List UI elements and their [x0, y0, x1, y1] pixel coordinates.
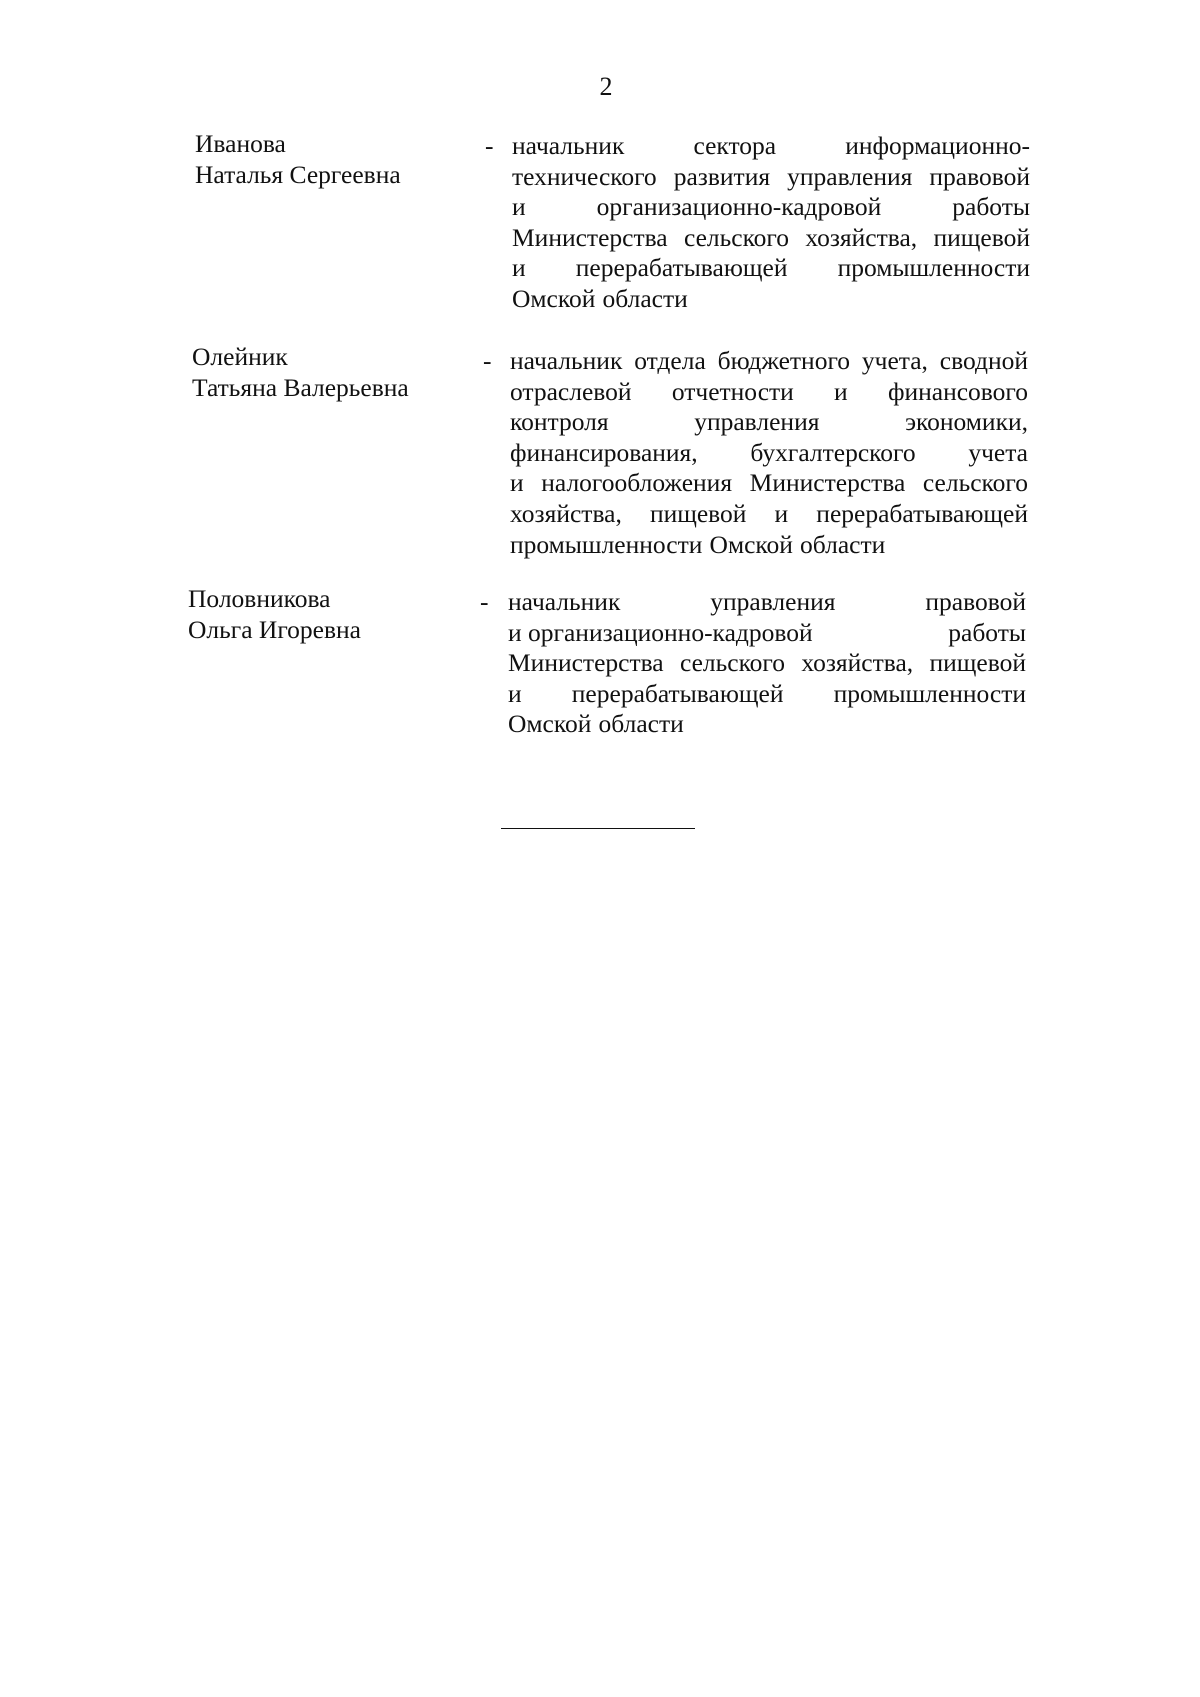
description-word: сводной: [939, 346, 1028, 375]
description-line: [510, 407, 1028, 438]
description-word: Министерства: [508, 648, 664, 678]
description-word: сельского: [679, 648, 785, 678]
description-word: Министерства: [749, 468, 906, 498]
description-word: и: [508, 678, 522, 708]
closing-rule: [501, 828, 695, 829]
description-word: пищевой: [649, 498, 747, 528]
description-word: области: [800, 529, 886, 559]
description-word: и: [834, 376, 848, 406]
description-word: финансового: [887, 376, 1028, 406]
description-word: области: [602, 283, 688, 313]
entry-dash: -: [480, 587, 489, 616]
description-word: сельского: [683, 222, 789, 252]
description-word: учета: [968, 437, 1028, 467]
person-given-names: Наталья Сергеевна: [195, 160, 401, 189]
description-line: [508, 679, 1026, 710]
description-word: перерабатывающей: [571, 678, 784, 708]
description-line: [508, 587, 1026, 618]
description-word: пищевой: [933, 222, 1030, 252]
description-word: начальник: [512, 131, 625, 160]
description-line: [512, 192, 1030, 223]
description-line: [508, 618, 1026, 649]
description-line: [510, 530, 1028, 561]
description-word: хозяйства,: [510, 498, 622, 528]
description-word: перерабатывающей: [575, 253, 788, 283]
description-word: и: [512, 192, 526, 222]
person-given-names: Ольга Игоревна: [188, 615, 361, 644]
description-word: работы: [952, 192, 1030, 222]
description-word: Омской: [512, 283, 596, 313]
person-surname: Иванова: [195, 129, 286, 158]
description-word: отчетности: [671, 376, 794, 406]
entry-dash: -: [485, 131, 494, 160]
description-line: [512, 284, 1030, 315]
description-line: [512, 131, 1030, 162]
description-word: перерабатывающей: [816, 498, 1028, 528]
description-word: бухгалтерского: [750, 437, 916, 467]
description-word: налогообложения: [541, 468, 733, 498]
description-word: сектора: [693, 131, 777, 160]
description-line: [510, 438, 1028, 469]
description-word: организационно-кадровой: [596, 192, 882, 222]
description-word: начальник: [510, 346, 623, 375]
description-word: и организационно-кадровой: [508, 617, 813, 647]
description-word: отраслевой: [510, 376, 632, 406]
position-description: [510, 346, 1028, 560]
description-word: развития: [673, 161, 771, 191]
description-word: информационно-: [845, 131, 1030, 160]
description-line: [508, 648, 1026, 679]
description-line: [510, 468, 1028, 499]
description-word: промышленности: [837, 253, 1030, 283]
description-line: [512, 223, 1030, 254]
description-line: [510, 499, 1028, 530]
description-line: [512, 253, 1030, 284]
page-number: 2: [599, 72, 613, 101]
description-word: начальник: [508, 587, 621, 616]
person-name: [195, 128, 495, 190]
description-word: правовой: [929, 161, 1030, 191]
description-word: сельского: [922, 468, 1028, 498]
description-word: управления: [787, 161, 913, 191]
person-name: [192, 341, 492, 403]
description-word: хозяйства,: [801, 648, 914, 678]
description-line: [510, 346, 1028, 377]
person-given-names: Татьяна Валерьевна: [192, 373, 409, 402]
person-surname: Половникова: [188, 584, 331, 613]
description-word: и: [512, 253, 526, 283]
description-word: и: [510, 468, 524, 498]
description-word: хозяйства,: [805, 222, 918, 252]
description-word: управления: [694, 407, 820, 437]
description-word: Министерства: [512, 222, 668, 252]
description-word: учета,: [861, 346, 928, 375]
description-word: пищевой: [929, 648, 1026, 678]
entry-dash: -: [483, 346, 492, 375]
person-surname: Олейник: [192, 342, 288, 371]
description-word: Омской: [508, 709, 592, 739]
description-line: [508, 709, 1026, 740]
description-word: отдела: [634, 346, 706, 375]
description-word: работы: [948, 617, 1026, 647]
position-description: [508, 587, 1026, 740]
description-word: технического: [512, 161, 657, 191]
description-word: бюджетного: [717, 346, 851, 375]
description-line: [510, 377, 1028, 408]
description-word: Омской: [709, 529, 793, 559]
position-description: [512, 131, 1030, 315]
description-word: экономики,: [905, 407, 1028, 437]
description-word: и: [774, 498, 789, 528]
description-word: финансирования,: [510, 437, 698, 467]
description-word: правовой: [925, 587, 1026, 616]
description-word: управления: [710, 587, 836, 616]
description-word: области: [598, 709, 684, 739]
description-word: промышленности: [510, 529, 703, 559]
person-name: [188, 583, 488, 645]
description-word: контроля: [510, 407, 609, 437]
description-word: промышленности: [833, 678, 1026, 708]
description-line: [512, 162, 1030, 193]
